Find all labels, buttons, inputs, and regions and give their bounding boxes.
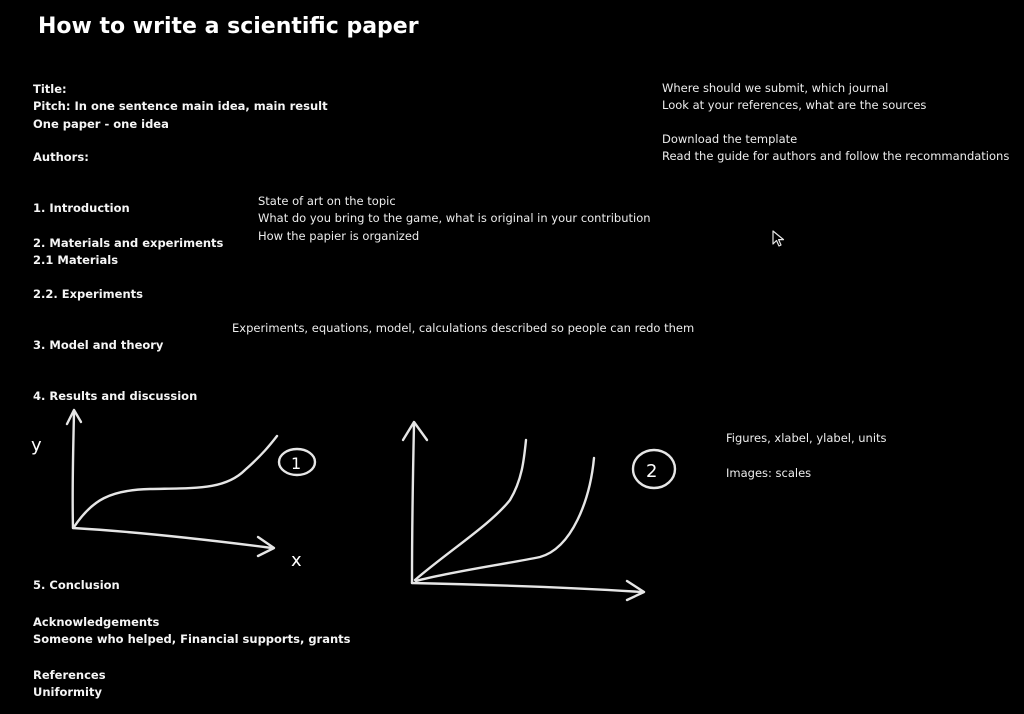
sketch-graph-1 (31, 410, 315, 571)
intro-note: State of art on the topic (258, 194, 396, 208)
journal-note: Where should we submit, which journal (662, 81, 889, 95)
graph2-curve-upper (415, 440, 526, 580)
sketch-graph-2 (403, 422, 675, 600)
graph1-y-axis (73, 412, 74, 528)
section-experiments: 2.2. Experiments (33, 287, 143, 301)
graph1-y-label: y (31, 435, 42, 456)
journal-note: Read the guide for authors and follow the recommandations (662, 149, 1010, 164)
graph2-curve-lower (416, 458, 594, 581)
references-text: Uniformity (33, 685, 102, 700)
one-paper-line: One paper - one idea (33, 116, 169, 131)
mouse-pointer-icon (772, 230, 786, 248)
graph2-x-axis (412, 583, 642, 592)
section-introduction: 1. Introduction (33, 201, 130, 215)
intro-note: What do you bring to the game, what is original in your contribution (258, 211, 651, 226)
figure-note: Images: scales (726, 466, 812, 480)
intro-note: How the papier is organized (258, 228, 420, 243)
acknowledgements-heading: Acknowledgements (33, 615, 160, 629)
title-line: Title: (33, 82, 67, 96)
figure-note: Figures, xlabel, ylabel, units (726, 431, 887, 445)
section-conclusion: 5. Conclusion (33, 578, 120, 592)
section-model-theory: 3. Model and theory (33, 338, 164, 352)
methods-note: Experiments, equations, model, calculations described so people can redo them (232, 321, 695, 335)
graph1-x-axis (73, 528, 272, 548)
references-heading: References (33, 668, 106, 682)
authors-line: Authors: (33, 150, 89, 164)
graph2-y-axis (412, 424, 414, 583)
section-materials-experiments: 2. Materials and experiments (33, 236, 224, 250)
section-results-discussion: 4. Results and discussion (33, 389, 198, 403)
pitch-line: Pitch: In one sentence main idea, main result (33, 99, 328, 114)
graph1-x-label: x (291, 550, 302, 571)
section-materials: 2.1 Materials (33, 253, 119, 268)
graph1-number: 1 (291, 454, 302, 473)
graph2-number: 2 (646, 461, 658, 482)
graph1-curve (74, 436, 277, 527)
page-title: How to write a scientific paper (38, 14, 419, 39)
journal-note: Download the template (662, 132, 798, 146)
journal-note: Look at your references, what are the sources (662, 98, 927, 113)
acknowledgements-text: Someone who helped, Financial supports, grants (33, 632, 351, 647)
